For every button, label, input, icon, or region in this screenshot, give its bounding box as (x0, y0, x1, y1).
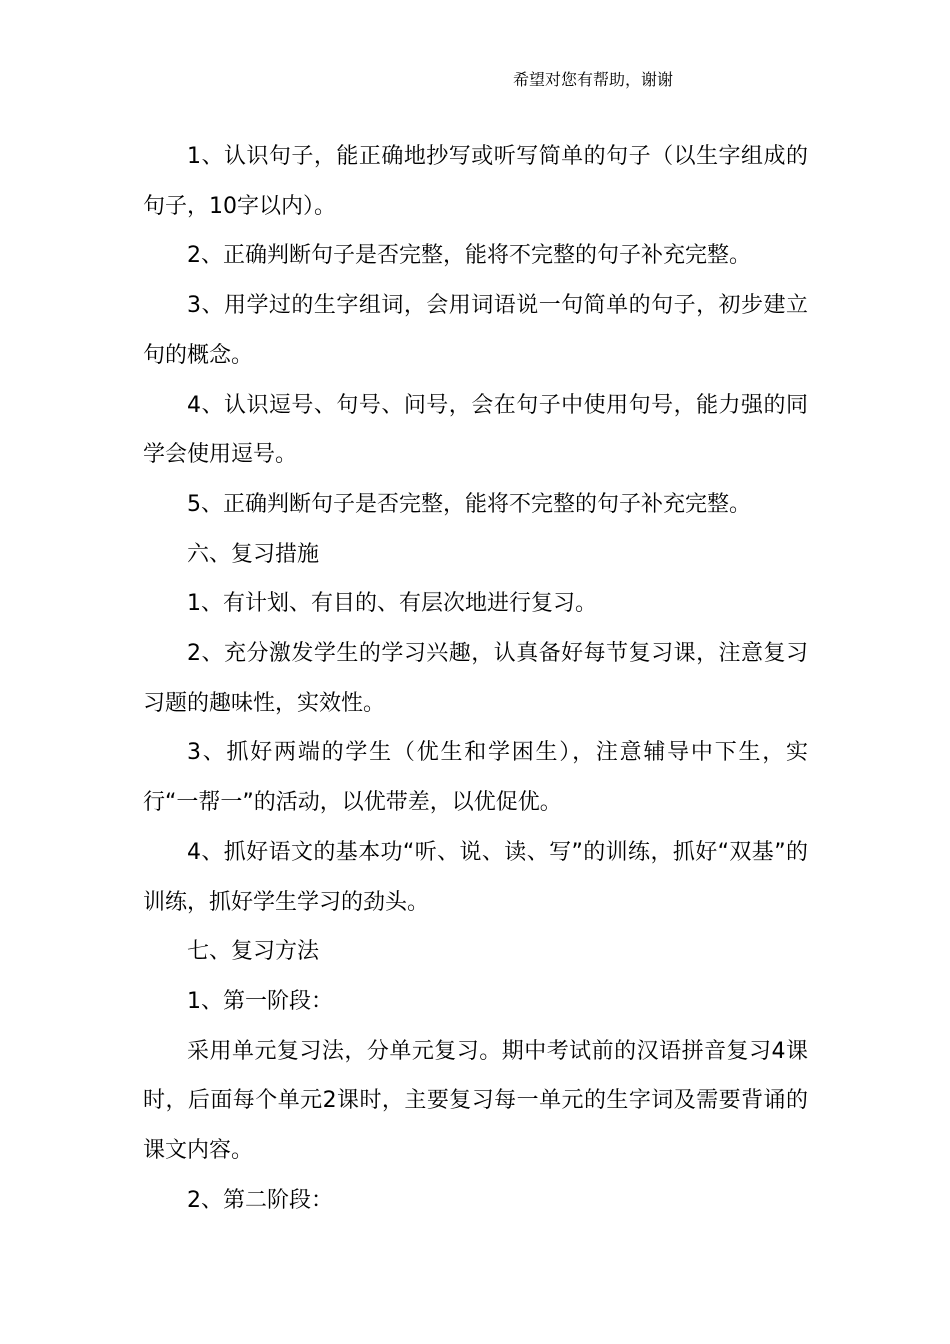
header-note: 希望对您有帮助，谢谢 (513, 70, 674, 89)
section-heading-measures: 六、复习措施 (187, 541, 320, 567)
paragraph-goal-5: 5、正确判断句子是否完整，能将不完整的句子补充完整。 (187, 491, 751, 517)
paragraph-goal-3: 3、用学过的生字组词，会用词语说一句简单的句子，初步建立句的概念。 (143, 293, 808, 368)
paragraph-measure-3: 3、抓好两端的学生（优生和学困生），注意辅导中下生，实行“一帮一”的活动，以优带差，以优促优。 (143, 740, 808, 816)
paragraph-goal-1: 1、认识句子，能正确地抄写或听写简单的句子（以生字组成的句子，10字以内）。 (143, 144, 808, 219)
paragraph-measure-2: 2、充分激发学生的学习兴趣，认真备好每节复习课，注意复习习题的趣味性，实效性。 (143, 641, 808, 716)
document-body (143, 132, 808, 1225)
paragraph-stage-1-body: 采用单元复习法，分单元复习。期中考试前的汉语拼音复习4课时，后面每个单元2课时，主要复习每一单元的生字词及需要背诵的课文内容。 (143, 1038, 808, 1164)
paragraph-goal-2: 2、正确判断句子是否完整，能将不完整的句子补充完整。 (187, 243, 751, 269)
paragraph-measure-1: 1、有计划、有目的、有层次地进行复习。 (187, 591, 597, 617)
paragraph-goal-4: 4、认识逗号、句号、问号，会在句子中使用句号，能力强的同学会使用逗号。 (143, 392, 808, 468)
paragraph-measure-4: 4、抓好语文的基本功“听、说、读、写”的训练，抓好“双基”的训练，抓好学生学习的劲头。 (143, 839, 808, 915)
paragraph-stage-1-title: 1、第一阶段： (187, 988, 333, 1014)
section-heading-methods: 七、复习方法 (187, 939, 320, 965)
paragraph-stage-2-title: 2、第二阶段： (187, 1187, 333, 1213)
